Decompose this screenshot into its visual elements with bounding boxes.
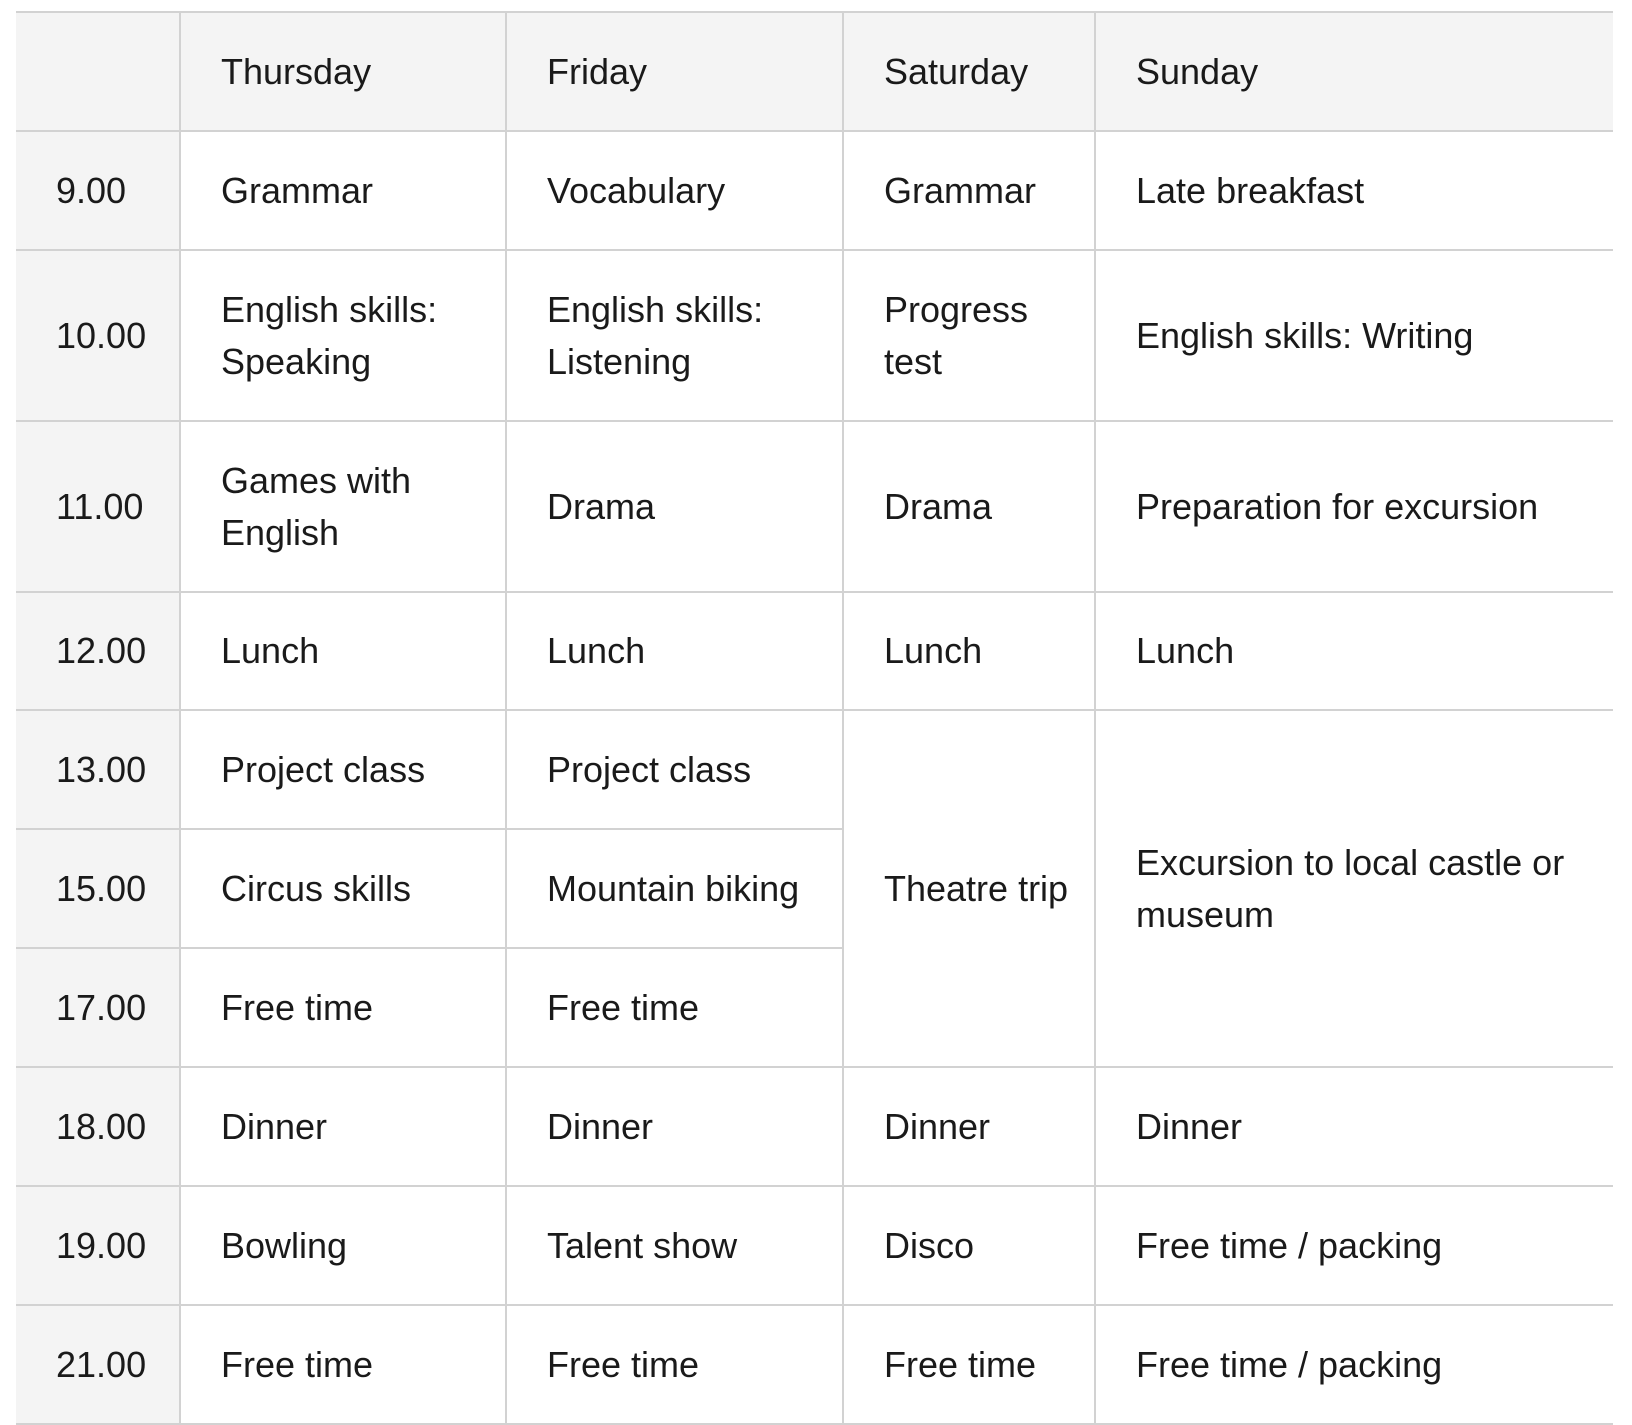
header-row: [16, 12, 1613, 131]
time-cell: 9.00: [16, 131, 180, 250]
activity-cell: English skills: Speaking: [180, 250, 506, 421]
activity-cell: Project class: [180, 710, 506, 829]
schedule-table: [16, 11, 1613, 1425]
table-row: [16, 131, 1613, 250]
activity-cell: Drama: [843, 421, 1095, 592]
activity-cell: English skills: Writing: [1095, 250, 1613, 421]
header-sunday: Sunday: [1095, 12, 1613, 131]
header-thursday: Thursday: [180, 12, 506, 131]
activity-cell: Grammar: [180, 131, 506, 250]
time-cell: 11.00: [16, 421, 180, 592]
activity-cell: Project class: [506, 710, 843, 829]
time-cell: 13.00: [16, 710, 180, 829]
activity-cell: Free time: [180, 948, 506, 1067]
schedule-container: [16, 11, 1613, 1425]
time-cell: 19.00: [16, 1186, 180, 1305]
activity-cell: Preparation for excursion: [1095, 421, 1613, 592]
activity-cell: English skills: Listening: [506, 250, 843, 421]
activity-cell: Free time / packing: [1095, 1186, 1613, 1305]
table-row: [16, 250, 1613, 421]
activity-cell: Lunch: [180, 592, 506, 710]
activity-cell: Dinner: [1095, 1067, 1613, 1186]
table-row: [16, 1067, 1613, 1186]
activity-cell-merged: Theatre trip: [843, 710, 1095, 1067]
header-saturday: Saturday: [843, 12, 1095, 131]
time-cell: 21.00: [16, 1305, 180, 1424]
activity-cell: Circus skills: [180, 829, 506, 948]
activity-cell: Progress test: [843, 250, 1095, 421]
header-corner: [16, 12, 180, 131]
activity-cell: Dinner: [506, 1067, 843, 1186]
header-friday: Friday: [506, 12, 843, 131]
activity-cell: Mountain biking: [506, 829, 843, 948]
time-cell: 15.00: [16, 829, 180, 948]
activity-cell: Dinner: [180, 1067, 506, 1186]
time-cell: 17.00: [16, 948, 180, 1067]
activity-cell: Lunch: [1095, 592, 1613, 710]
time-cell: 18.00: [16, 1067, 180, 1186]
activity-cell: Free time: [843, 1305, 1095, 1424]
time-cell: 10.00: [16, 250, 180, 421]
activity-cell: Disco: [843, 1186, 1095, 1305]
activity-cell: Games with English: [180, 421, 506, 592]
activity-cell: Free time: [506, 948, 843, 1067]
activity-cell: Free time: [506, 1305, 843, 1424]
activity-cell: Late breakfast: [1095, 131, 1613, 250]
table-row: [16, 1186, 1613, 1305]
activity-cell: Free time / packing: [1095, 1305, 1613, 1424]
table-row: [16, 1305, 1613, 1424]
activity-cell: Drama: [506, 421, 843, 592]
activity-cell: Lunch: [506, 592, 843, 710]
time-cell: 12.00: [16, 592, 180, 710]
activity-cell: Bowling: [180, 1186, 506, 1305]
table-row: [16, 710, 1613, 829]
activity-cell: Free time: [180, 1305, 506, 1424]
activity-cell: Grammar: [843, 131, 1095, 250]
activity-cell: Lunch: [843, 592, 1095, 710]
activity-cell-merged: Excursion to local castle or museum: [1095, 710, 1613, 1067]
activity-cell: Vocabulary: [506, 131, 843, 250]
table-row: [16, 421, 1613, 592]
activity-cell: Talent show: [506, 1186, 843, 1305]
activity-cell: Dinner: [843, 1067, 1095, 1186]
table-row: [16, 592, 1613, 710]
